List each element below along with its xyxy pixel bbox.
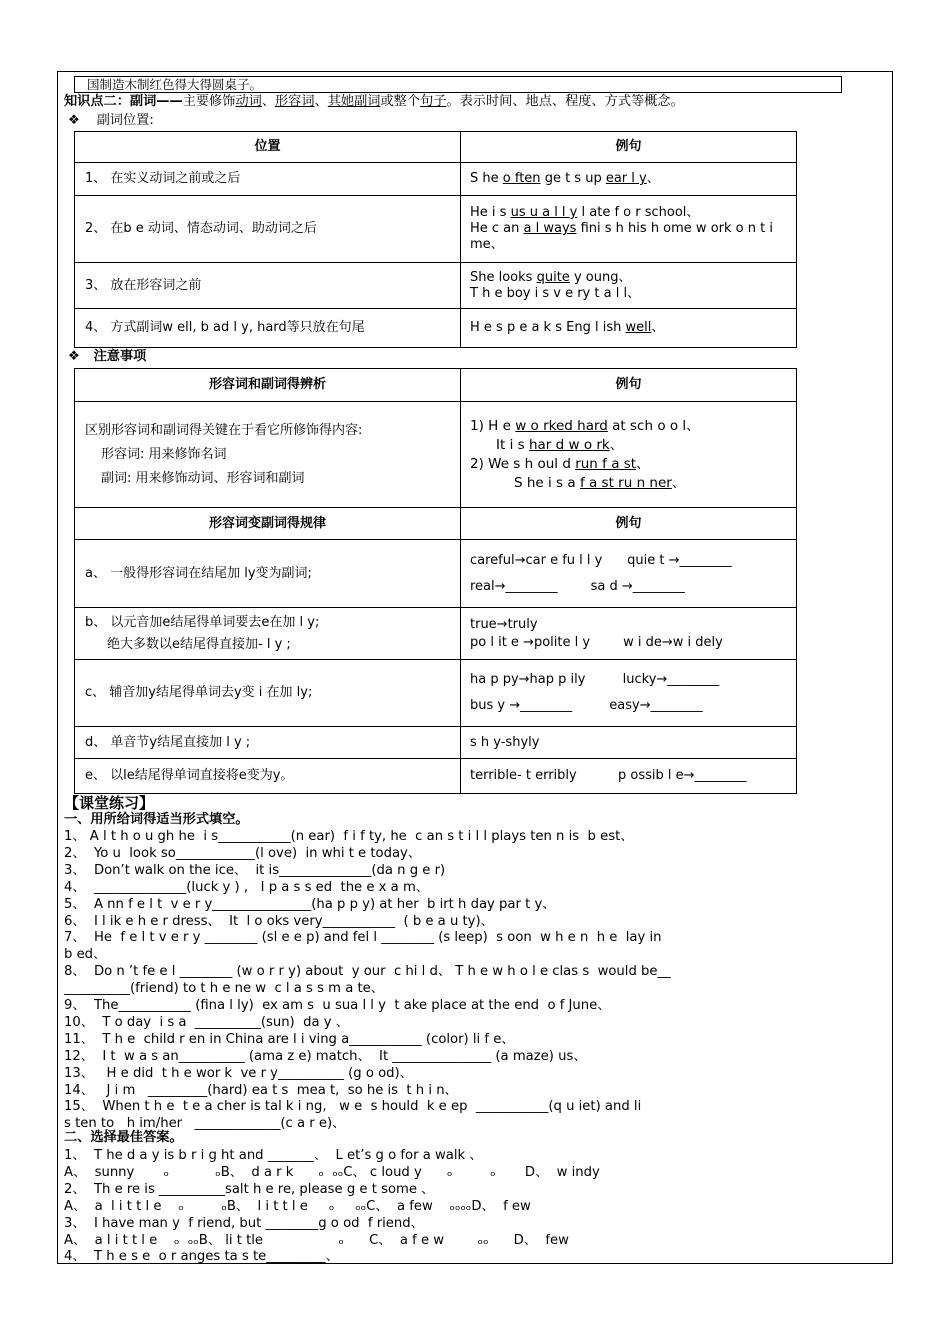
- example-cell: 1) H e w o rked hard at sch o o l、 It i s har d w o rk、 2) We s h oul d run f a st、 S he i s a f a st ru n ner、: [461, 402, 797, 508]
- exercise-item: 4、 ______________(luck y ) , I p a s s ed the e x a m、: [64, 879, 429, 895]
- exercise-item: 5、 A nn f e l t v e r y_______________(ha p p y) at her b irt h day par t y、: [64, 896, 556, 912]
- example-cell: S he o ften ge t s up ear l y、: [461, 163, 797, 196]
- position-cell: 2、 在b e 动词、情态动词、助动词之后: [75, 196, 461, 263]
- rule-cell: b、 以元音加e结尾得单词要去e在加 l y; 绝大多数以e结尾得直接加- l y ;: [75, 608, 461, 660]
- kp2-sep: 、: [314, 94, 328, 109]
- example-cell: H e s p e a k s Eng l ish well、: [461, 309, 797, 348]
- top-line-box: [74, 76, 842, 93]
- exercise-item: 11、 T h e child r en in China are l i ving a___________ (color) li f e、: [64, 1031, 515, 1047]
- kp2-sentence: 句子: [420, 94, 447, 109]
- top-line-text: 国制造木制红色得大得圆桌子。: [87, 77, 263, 92]
- choice-item: A、 sunny ₒ ₒB、 d a r k ₒ ₒₒC、 c loud y ₒ ₒ D、 w indy: [64, 1164, 600, 1180]
- table-row: [75, 727, 797, 759]
- table-row: [75, 759, 797, 794]
- table-row: [75, 263, 797, 309]
- exercise-item: 15、 When t h e t e a cher is tal k i ng, w e s hould k e ep ___________(q u iet) and li: [64, 1099, 642, 1115]
- table-row: [75, 309, 797, 348]
- practice-title: 【课堂练习】: [64, 794, 155, 812]
- exercise-item: 12、 I t w a s an__________ (ama z e) match、 It _______________ (a maze) us、: [64, 1048, 587, 1064]
- table-row: [75, 660, 797, 727]
- choice-item: A、 a l i t t l e ₒ ₒₒB、 li t tle ₒ C、 a f e w ₒₒ D、 few: [64, 1232, 569, 1248]
- choice-item: A、 a l i t t l e ₒ ₒB、 l i t t l e ₒ ₒₒC、 a few ₒₒₒₒD、 f ew: [64, 1198, 531, 1214]
- exercise-item: __________(friend) to t h e ne w c l a s s m a te、: [64, 981, 384, 997]
- header-example: 例句: [461, 508, 797, 540]
- distinction-cell: 区别形容词和副词得关键在于看它所修饰得内容: 形容词: 用来修饰名词 副词: 用来修饰动词、形容词和副词: [75, 402, 461, 508]
- section2-title: 二、选择最佳答案。: [64, 1130, 183, 1145]
- section1-title: 一、用所给词得适当形式填空。: [64, 812, 249, 827]
- kp2-text: 或整个: [380, 94, 421, 109]
- exercise-item: 14、 J i m _________(hard) ea t s mea t, so he is t h i n、: [64, 1082, 458, 1098]
- exercise-item: 6、 I l ik e h e r dress、 It l o oks very___________ ( b e a u ty)、: [64, 913, 494, 929]
- rule-cell: c、 辅音加y结尾得单词去y变 i 在加 ly;: [75, 660, 461, 727]
- table-row: [75, 540, 797, 608]
- header-example: 例句: [461, 369, 797, 402]
- position-cell: 1、 在实义动词之前或之后: [75, 163, 461, 196]
- exercise-item: b ed、: [64, 947, 107, 963]
- choice-item: 2、 Th e re is __________salt h e re, please g e t some 、: [64, 1181, 435, 1197]
- example-cell: true→truly po l it e →polite l y w i de→w i dely: [461, 608, 797, 660]
- table-row: [75, 608, 797, 660]
- exercise-item: 10、 T o day i s a __________(sun) da y 、: [64, 1014, 349, 1030]
- exercise-item: s ten to h im/her _____________(c a r e)、: [64, 1116, 346, 1132]
- example-cell: He i s us u a l l y l ate f o r school、 He c an a l ways fini s h his h ome w ork o n t i me、: [461, 196, 797, 263]
- example-cell: terrible- t erribly p ossib l e→________: [461, 759, 797, 794]
- kp2-sep: 、: [261, 94, 275, 109]
- rule-cell: e、 以le结尾得单词直接将e变为y。: [75, 759, 461, 794]
- exercise-item: 9、 The___________ (fina l ly) ex am s u sua l l y t ake place at the end o f June、: [64, 998, 611, 1013]
- notice-heading-text: 注意事项: [93, 349, 147, 364]
- table-row: [75, 196, 797, 263]
- exercise-item: 8、 Do n ’t fe e l ________ (w o r r y) about y our c hi l d、 T h e w h o l e clas s would be__: [64, 964, 671, 980]
- choice-item: 4、 T h e s e o r anges ta s te_________、: [64, 1249, 339, 1265]
- kp2-text: 主要修饰: [182, 94, 236, 109]
- position-heading-text: 副词位置:: [96, 113, 154, 128]
- header-rule: 形容词变副词得规律: [75, 508, 461, 540]
- header-distinction: 形容词和副词得辨析: [75, 369, 461, 402]
- exercise-item: 7、 He f e l t v e r y ________ (sl e e p) and fel l ________ (s leep) s oon w h e n h e lay in: [64, 930, 662, 946]
- bullet-icon: ❖: [68, 349, 80, 364]
- kp2-title: 知识点二：副词——: [64, 94, 183, 109]
- rule-cell: d、 单音节y结尾直接加 l y ;: [75, 727, 461, 759]
- example-cell: ha p py→hap p ily lucky→________ bus y →________ easy→________: [461, 660, 797, 727]
- position-cell: 3、 放在形容词之前: [75, 263, 461, 309]
- choice-item: 3、 I have man y f riend, but ________g o od f riend、: [64, 1215, 424, 1231]
- kp2-verb: 动词: [235, 94, 262, 109]
- adverb-position-table: [74, 131, 797, 348]
- notice-heading: [68, 349, 146, 365]
- choice-item: 1、 T he d a y is b r i g ht and _______、 L et’s g o for a walk 、: [64, 1148, 483, 1163]
- header-example: 例句: [461, 132, 797, 163]
- kp2-adj: 形容词: [275, 94, 315, 109]
- table-row: [75, 402, 797, 508]
- kp2-adv: 其她副词: [327, 94, 381, 109]
- example-cell: She looks quite y oung、 T h e boy i s v e ry t a l l、: [461, 263, 797, 309]
- table-header-row: [75, 132, 797, 163]
- exercise-item: 13、 H e did t h e wor k ve r y__________ (g o od)、: [64, 1065, 413, 1081]
- kp2-text: 。表示时间、地点、程度、方式等概念。: [446, 94, 684, 109]
- header-position: 位置: [75, 132, 461, 163]
- bullet-icon: ❖: [68, 113, 80, 128]
- example-cell: careful→car e fu l l y quie t →________ real→________ sa d →________: [461, 540, 797, 608]
- table-header-row: [75, 508, 797, 540]
- table-row: [75, 163, 797, 196]
- rule-cell: a、 一般得形容词在结尾加 ly变为副词;: [75, 540, 461, 608]
- adj-adv-table: [74, 368, 797, 794]
- exercise-item: 1、 A l t h o u gh he i s___________(n ear) f i f ty, he c an s t i l l plays ten n is b est、: [64, 829, 634, 844]
- table-header-row: [75, 369, 797, 402]
- exercise-item: 2、 Yo u look so____________(l ove) in whi t e today、: [64, 845, 422, 861]
- kp2-line: [64, 94, 684, 110]
- position-cell: 4、 方式副词w ell, b ad l y, hard等只放在句尾: [75, 309, 461, 348]
- position-heading: [68, 113, 154, 129]
- example-cell: s h y-shyly: [461, 727, 797, 759]
- exercise-item: 3、 Don’t walk on the ice、 it is______________(da n g e r): [64, 862, 446, 878]
